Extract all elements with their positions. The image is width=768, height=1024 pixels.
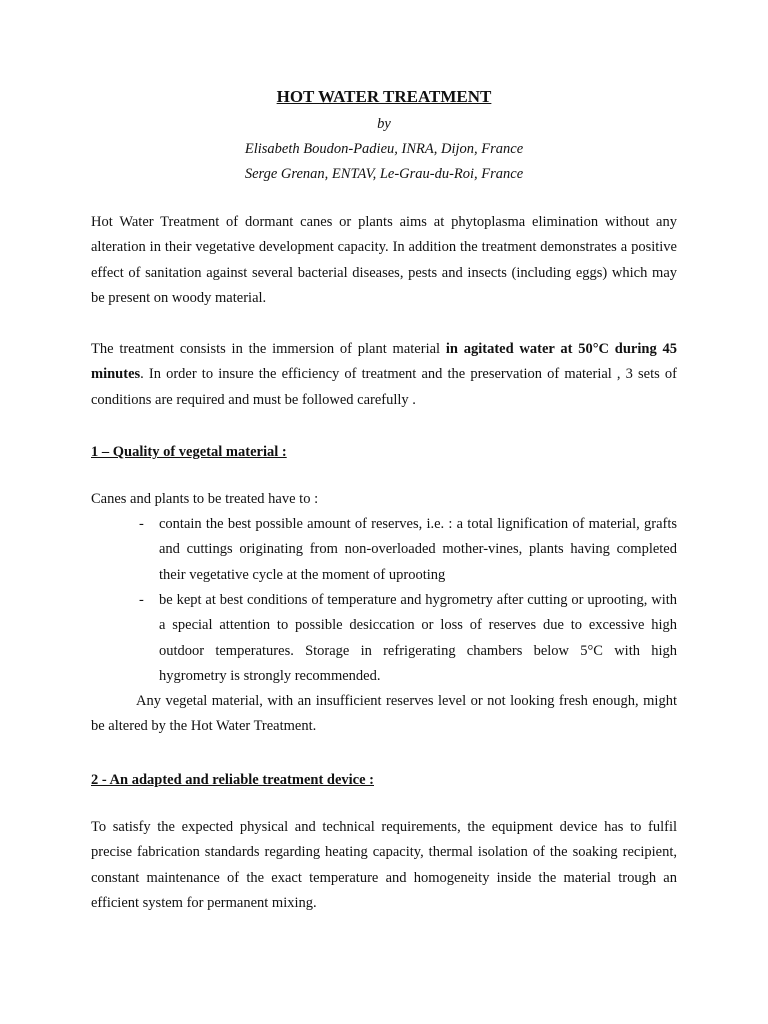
treatment-conditions-bold: in agitated water at 50°C during 45 minutes (91, 341, 677, 383)
document-title: HOT WATER TREATMENT (276, 87, 492, 106)
treatment-text-before: The treatment consists in the immersion of plant material (91, 341, 446, 357)
section-2-paragraph: To satisfy the expected physical and technical requirements, the equipment device has to fulfil precise fabrication standards regarding heating capacity, thermal isolation of the soaking recipient, constant maintenance of the exact temperature and homogeneity inside the material trough an efficient system for permanent mixing. (91, 819, 677, 911)
author-2: Serge Grenan, ENTAV, Le-Grau-du-Roi, France (244, 166, 524, 182)
byline: by (377, 116, 391, 132)
list-item (91, 512, 677, 588)
list-item-text: be kept at best conditions of temperature and hygrometry after cutting or uprooting, with a special attention to possible desiccation or loss of reserves due to excessive high outdoor temperatures. Storage in refrigerating chambers below 5°C with high hygrometry is strongly recommended. (159, 592, 677, 684)
section-1-closing: Any vegetal material, with an insufficient reserves level or not looking fresh enough, might be altered by the Hot Water Treatment. (91, 693, 677, 735)
intro-paragraph: Hot Water Treatment of dormant canes or plants aims at phytoplasma elimination without any alteration in their vegetative development capacity. In addition the treatment demonstrates a positive effect of sanitation against several bacterial diseases, pests and insects (including eggs) which may be present on woody material. (91, 214, 677, 306)
bullet-marker: - (139, 516, 144, 532)
section-2-heading: 2 - An adapted and reliable treatment device : (91, 772, 374, 788)
bullet-marker: - (139, 592, 144, 608)
section-1-heading: 1 – Quality of vegetal material : (91, 444, 287, 460)
list-item (91, 588, 677, 689)
section-1-lead: Canes and plants to be treated have to : (91, 491, 319, 507)
treatment-text-after: . In order to insure the efficiency of treatment and the preservation of material , 3 sets of conditions are required and must be followed carefully . (91, 366, 677, 408)
author-1: Elisabeth Boudon-Padieu, INRA, Dijon, France (244, 141, 524, 157)
treatment-paragraph (91, 337, 677, 413)
list-item-text: contain the best possible amount of reserves, i.e. : a total lignification of material, grafts and cuttings originating from non-overloaded mother-vines, plants having completed their vegetative cycle at the moment of uprooting (159, 516, 677, 583)
